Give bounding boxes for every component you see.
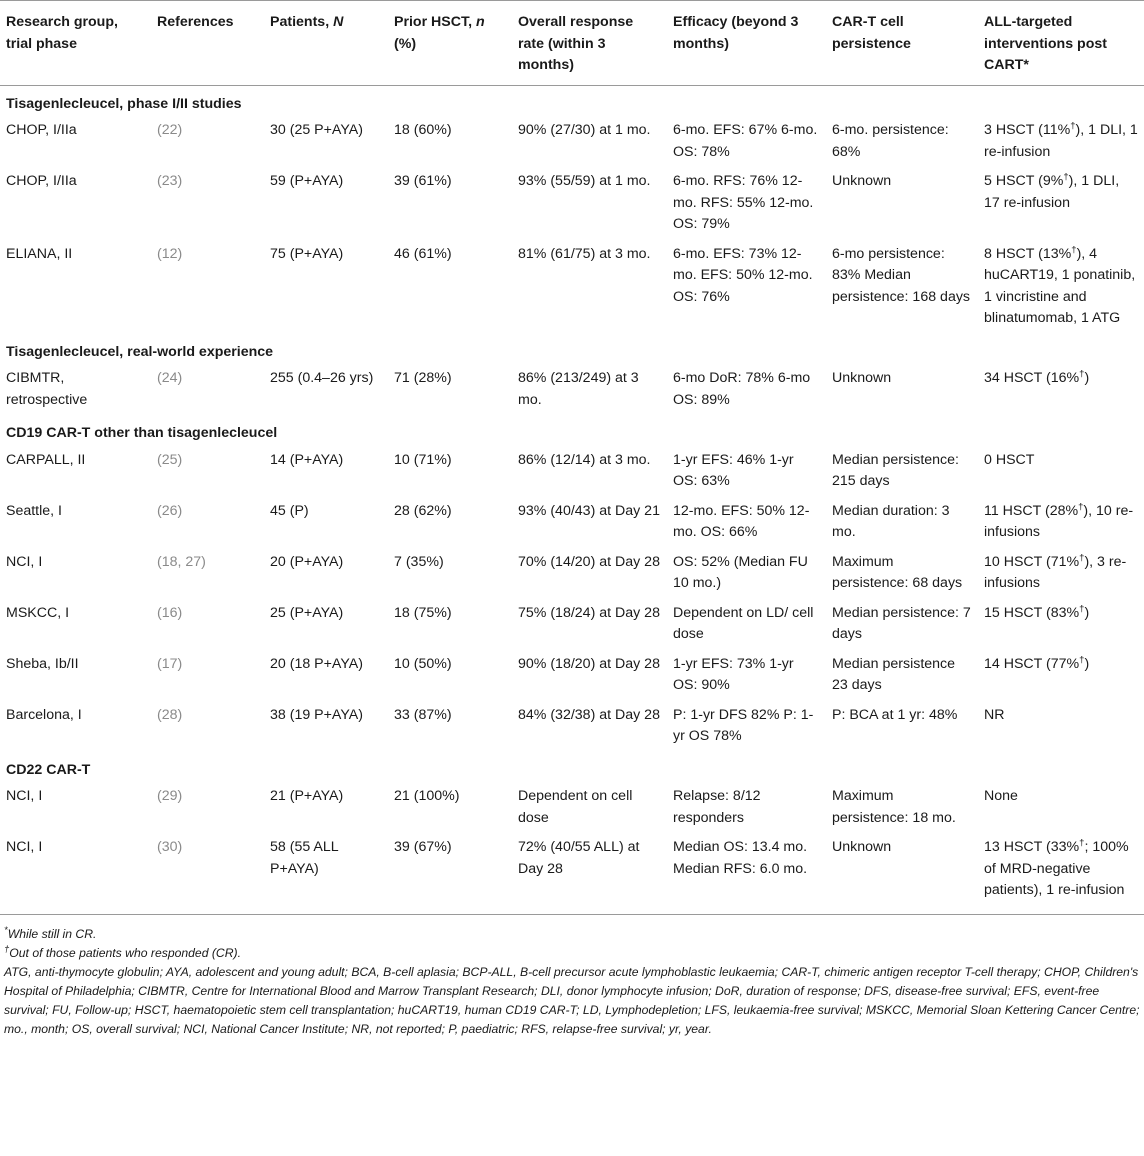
section-header-row — [0, 334, 1144, 366]
section-header-row — [0, 85, 1144, 117]
cell-persistence: P: BCA at 1 yr: 48% — [832, 706, 958, 723]
cell-patients: 14 (P+AYA) — [270, 451, 344, 468]
section-title: CD19 CAR-T other than tisagenlecleucel — [6, 425, 278, 441]
header-research-group: Research group, trial phase — [0, 1, 151, 86]
cell-patients: 59 (P+AYA) — [270, 173, 344, 189]
footnote-star — [4, 925, 1140, 944]
cell-references: (25) — [157, 451, 183, 468]
cell-interventions: 11 HSCT (28%†), 10 re-infusions — [984, 500, 1134, 540]
cell-prior-hsct: 33 (87%) — [394, 706, 452, 723]
cell-persistence: Unknown — [832, 370, 892, 386]
cell-efficacy: 12-mo. EFS: 50% 12-mo. OS: 66% — [673, 502, 810, 540]
footnote-star-mark: * — [4, 924, 8, 936]
cell-references: (16) — [157, 604, 183, 621]
cell-interventions: 5 HSCT (9%†), 1 DLI, 17 re-infusion — [984, 171, 1120, 211]
cell-efficacy: 1-yr EFS: 46% 1-yr OS: 63% — [673, 451, 794, 489]
header-patients-label: Patients, N — [270, 14, 344, 30]
table-row — [0, 240, 1144, 334]
cell-efficacy: Median OS: 13.4 mo. Median RFS: 6.0 mo. — [667, 833, 826, 914]
header-references: References — [151, 1, 264, 86]
cell-research-group: NCI, I — [6, 553, 43, 570]
cell-research-group: CIBMTR, retrospective — [6, 370, 88, 408]
header-prior-hsct-label: Prior HSCT, n (%) — [394, 14, 485, 52]
cell-patients: 58 (55 ALL P+AYA) — [264, 833, 388, 914]
cell-prior-hsct: 10 (50%) — [394, 655, 452, 672]
cell-references: (28) — [157, 706, 183, 723]
cell-research-group: CHOP, I/IIa — [6, 173, 77, 189]
cell-overall-response: 84% (32/38) at Day 28 — [518, 706, 660, 723]
section-header-row — [0, 415, 1144, 447]
cell-patients: 255 (0.4–26 yrs) — [270, 370, 374, 386]
table-footnotes — [0, 915, 1144, 1039]
section-title: Tisagenlecleucel, real-world experience — [6, 343, 274, 360]
cell-overall-response: 86% (213/249) at 3 mo. — [518, 370, 639, 408]
cell-overall-response: 93% (40/43) at Day 21 — [518, 502, 660, 519]
cell-research-group: Seattle, I — [6, 502, 62, 519]
cell-efficacy: OS: 52% (Median FU 10 mo.) — [673, 553, 808, 591]
cell-research-group: NCI, I — [0, 833, 151, 914]
table-row — [0, 783, 1144, 833]
cell-overall-response: 90% (18/20) at Day 28 — [518, 655, 660, 672]
cell-references: (23) — [157, 173, 183, 189]
footnote-dagger-text: Out of those patients who responded (CR). — [9, 945, 241, 960]
cell-patients: 25 (P+AYA) — [270, 604, 344, 621]
cell-overall-response: 81% (61/75) at 3 mo. — [518, 245, 651, 262]
cell-persistence: Median persistence: 215 days — [832, 451, 959, 489]
cell-overall-response: Dependent on cell dose — [518, 788, 633, 826]
cell-patients: 38 (19 P+AYA) — [270, 706, 363, 723]
cell-persistence: Median persistence: 7 days — [832, 604, 971, 642]
cell-patients: 30 (25 P+AYA) — [270, 122, 363, 138]
cell-overall-response: 90% (27/30) at 1 mo. — [518, 122, 651, 138]
cell-interventions: 14 HSCT (77%†) — [984, 653, 1090, 672]
cell-efficacy: 6-mo DoR: 78% 6-mo OS: 89% — [673, 370, 811, 408]
cell-references: (30) — [151, 833, 264, 914]
table-row — [0, 833, 1144, 914]
cell-efficacy: P: 1-yr DFS 82% P: 1-yr OS 78% — [673, 706, 814, 744]
footnote-star-text: While still in CR. — [7, 926, 97, 941]
cell-patients: 45 (P) — [270, 502, 309, 519]
cell-research-group: Barcelona, I — [6, 706, 82, 723]
cell-prior-hsct: 18 (60%) — [394, 122, 452, 138]
cell-overall-response: 93% (55/59) at 1 mo. — [518, 173, 651, 189]
table-row — [0, 167, 1144, 240]
cell-interventions: 8 HSCT (13%†), 4 huCART19, 1 ponatinib, 1 vincristine and blinatumomab, 1 ATG — [984, 243, 1136, 326]
section-header-row — [0, 752, 1144, 784]
cell-research-group: CHOP, I/IIa — [6, 122, 77, 138]
cell-interventions: 0 HSCT — [984, 451, 1035, 468]
cell-persistence: Unknown — [826, 833, 978, 914]
header-efficacy: Efficacy (beyond 3 months) — [667, 1, 826, 86]
cell-interventions: 3 HSCT (11%†), 1 DLI, 1 re-infusion — [984, 120, 1138, 160]
cell-prior-hsct: 39 (67%) — [388, 833, 512, 914]
cell-patients: 75 (P+AYA) — [270, 245, 344, 262]
cell-research-group: Sheba, Ib/II — [6, 655, 79, 672]
table-row — [0, 548, 1144, 599]
header-patients — [264, 1, 388, 86]
cell-patients: 21 (P+AYA) — [270, 788, 344, 804]
cell-efficacy: 6-mo. RFS: 76% 12-mo. RFS: 55% 12-mo. OS: 79% — [673, 173, 814, 232]
cell-efficacy: Relapse: 8/12 responders — [673, 788, 761, 826]
table-row — [0, 365, 1144, 415]
table-row — [0, 701, 1144, 752]
cell-references: (18, 27) — [157, 553, 206, 570]
cell-persistence: Maximum persistence: 68 days — [832, 553, 963, 591]
cell-interventions: None — [984, 788, 1018, 804]
cell-prior-hsct: 10 (71%) — [394, 451, 452, 468]
header-interventions: ALL-targeted interventions post CART* — [978, 1, 1144, 86]
cell-persistence: Median persistence 23 days — [832, 655, 956, 693]
table-row — [0, 117, 1144, 167]
cell-efficacy: Dependent on LD/ cell dose — [673, 604, 814, 642]
footnote-abbreviations: ATG, anti-thymocyte globulin; AYA, adolescent and young adult; BCA, B-cell aplasia; BCP-ALL, B-cell precursor acute lymphoblastic leukaemia; CAR-T, chimeric antigen receptor T-cell therapy; CHOP, Children's Hospital of Philadelphia; CIBMTR, Centre for International Blood and Marrow Transplant Research; DLI, donor lymphocyte infusion; DoR, duration of response; DFS, disease-free survival; EFS, event-free survival; FU, Follow-up; HSCT, haematopoietic stem cell transplantation; huCART19, human CD19 CAR-T; LD, Lymphodepletion; LFS, leukaemia-free survival; MSKCC, Memorial Sloan Kettering Cancer Centre; mo., month; OS, overall survival; NCI, National Cancer Institute; NR, not reported; P, paediatric; RFS, relapse-free survival; yr, year. — [4, 964, 1140, 1036]
cell-interventions: NR — [984, 706, 1005, 723]
cell-prior-hsct: 7 (35%) — [394, 553, 444, 570]
cell-references: (24) — [157, 370, 183, 386]
cell-research-group: ELIANA, II — [6, 245, 73, 262]
cell-interventions: 34 HSCT (16%†) — [984, 368, 1090, 386]
footnote-dagger — [4, 944, 1140, 963]
footnote-dagger-mark: † — [4, 943, 10, 955]
cell-overall-response: 70% (14/20) at Day 28 — [518, 553, 660, 570]
cell-overall-response: 86% (12/14) at 3 mo. — [518, 451, 651, 468]
section-title: CD22 CAR-T — [6, 761, 91, 778]
table-body — [0, 85, 1144, 914]
cell-efficacy: 6-mo. EFS: 67% 6-mo. OS: 78% — [673, 122, 818, 160]
cell-references: (26) — [157, 502, 183, 519]
cell-references: (29) — [157, 788, 183, 804]
cell-persistence: Maximum persistence: 18 mo. — [832, 788, 956, 826]
cell-efficacy: 1-yr EFS: 73% 1-yr OS: 90% — [673, 655, 794, 693]
table-row — [0, 497, 1144, 548]
cell-interventions: 10 HSCT (71%†), 3 re-infusions — [984, 551, 1127, 591]
table-row — [0, 599, 1144, 650]
table-row — [0, 447, 1144, 497]
cell-references: (12) — [157, 245, 183, 262]
cell-research-group: CARPALL, II — [6, 451, 86, 468]
cell-references: (22) — [157, 122, 183, 138]
cell-persistence: Unknown — [832, 173, 892, 189]
cell-prior-hsct: 28 (62%) — [394, 502, 452, 519]
header-prior-hsct — [388, 1, 512, 86]
cell-persistence: Median duration: 3 mo. — [832, 502, 950, 540]
cell-persistence: 6-mo. persistence: 68% — [832, 122, 949, 160]
header-persistence: CAR-T cell persistence — [826, 1, 978, 86]
cell-prior-hsct: 46 (61%) — [394, 245, 452, 262]
header-overall-response: Overall response rate (within 3 months) — [512, 1, 667, 86]
cell-prior-hsct: 39 (61%) — [394, 173, 452, 189]
cell-research-group: MSKCC, I — [6, 604, 70, 621]
cell-interventions: 13 HSCT (33%†; 100% of MRD-negative patients), 1 re-infusion — [978, 833, 1144, 914]
cell-prior-hsct: 71 (28%) — [394, 370, 452, 386]
cell-interventions: 15 HSCT (83%†) — [984, 602, 1090, 621]
section-title: Tisagenlecleucel, phase I/II studies — [6, 95, 242, 112]
cell-overall-response: 75% (18/24) at Day 28 — [518, 604, 660, 621]
cell-references: (17) — [157, 655, 183, 672]
cell-patients: 20 (18 P+AYA) — [270, 655, 363, 672]
cell-patients: 20 (P+AYA) — [270, 553, 344, 570]
cell-efficacy: 6-mo. EFS: 73% 12-mo. EFS: 50% 12-mo. OS: 76% — [673, 245, 813, 305]
cell-overall-response: 72% (40/55 ALL) at Day 28 — [512, 833, 667, 914]
cell-prior-hsct: 21 (100%) — [394, 788, 460, 804]
cell-prior-hsct: 18 (75%) — [394, 604, 452, 621]
table-header-row — [0, 1, 1144, 86]
cell-research-group: NCI, I — [6, 788, 43, 804]
table-row — [0, 650, 1144, 701]
cell-persistence: 6-mo persistence: 83% Median persistence: 168 days — [832, 245, 971, 305]
